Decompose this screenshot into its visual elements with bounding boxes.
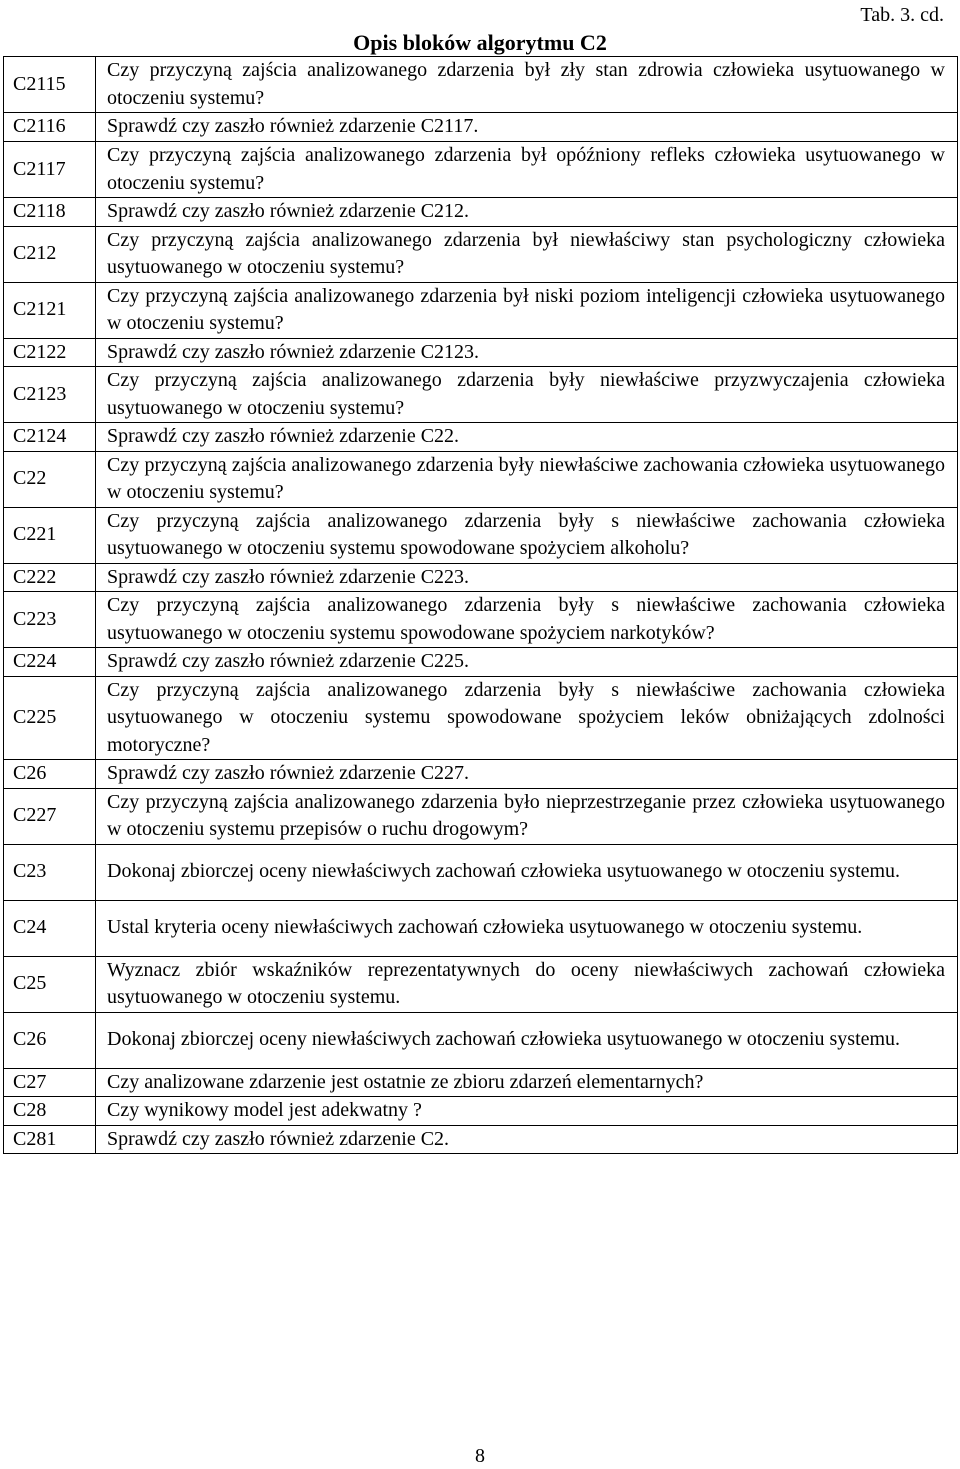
block-description: Sprawdź czy zaszło również zdarzenie C227.: [96, 760, 958, 789]
block-description: Czy przyczyną zajścia analizowanego zdarzenia był niski poziom inteligencji człowieka usytuowanego w otoczeniu systemu?: [96, 282, 958, 338]
table-title: Opis bloków algorytmu C2: [353, 30, 607, 55]
block-code: C2118: [4, 198, 96, 227]
block-code: C212: [4, 226, 96, 282]
block-description: Czy przyczyną zajścia analizowanego zdarzenia był niewłaściwy stan psychologiczny człowieka usytuowanego w otoczeniu systemu?: [96, 226, 958, 282]
table-row: [4, 113, 958, 142]
block-code: C227: [4, 788, 96, 844]
table-row: [4, 1097, 958, 1126]
block-description: Czy przyczyną zajścia analizowanego zdarzenia były s niewłaściwe zachowania człowieka usytuowanego w otoczeniu systemu spowodowane spożyciem alkoholu?: [96, 507, 958, 563]
table-row: [4, 338, 958, 367]
block-description: Wyznacz zbiór wskaźników reprezentatywnych do oceny niewłaściwych zachowań człowieka usytuowanego w otoczeniu systemu.: [96, 956, 958, 1012]
table-row: [4, 282, 958, 338]
table-row: [4, 1125, 958, 1154]
block-description: Czy wynikowy model jest adekwatny ?: [96, 1097, 958, 1126]
block-code: C22: [4, 451, 96, 507]
block-code: C221: [4, 507, 96, 563]
table-row: [4, 367, 958, 423]
block-code: C24: [4, 900, 96, 956]
block-description: Sprawdź czy zaszło również zdarzenie C2.: [96, 1125, 958, 1154]
block-code: C222: [4, 563, 96, 592]
block-code: C224: [4, 648, 96, 677]
table-row: [4, 760, 958, 789]
block-description: Czy przyczyną zajścia analizowanego zdarzenia były niewłaściwe zachowania człowieka usytuowanego w otoczeniu systemu?: [96, 451, 958, 507]
block-code: C2124: [4, 423, 96, 452]
table-row: [4, 676, 958, 760]
block-code: C2123: [4, 367, 96, 423]
table-row: [4, 198, 958, 227]
block-code: C28: [4, 1097, 96, 1126]
algorithm-blocks-table: [3, 56, 958, 1154]
table-row: [4, 507, 958, 563]
block-description: Sprawdź czy zaszło również zdarzenie C22.: [96, 423, 958, 452]
block-code: C2116: [4, 113, 96, 142]
block-description: Sprawdź czy zaszło również zdarzenie C2123.: [96, 338, 958, 367]
block-description: Sprawdź czy zaszło również zdarzenie C212.: [96, 198, 958, 227]
table-row: [4, 451, 958, 507]
table-row: [4, 423, 958, 452]
block-description: Czy analizowane zdarzenie jest ostatnie ze zbioru zdarzeń elementarnych?: [96, 1068, 958, 1097]
page-number: 8: [475, 1445, 485, 1467]
block-code: C2122: [4, 338, 96, 367]
block-description: Sprawdź czy zaszło również zdarzenie C223.: [96, 563, 958, 592]
table-row: [4, 592, 958, 648]
table-row: [4, 956, 958, 1012]
block-code: C225: [4, 676, 96, 760]
table-row: [4, 226, 958, 282]
block-code: C2115: [4, 57, 96, 113]
block-code: C281: [4, 1125, 96, 1154]
block-code: C2117: [4, 142, 96, 198]
table-row: [4, 648, 958, 677]
block-description: Czy przyczyną zajścia analizowanego zdarzenia był zły stan zdrowia człowieka usytuowanego w otoczeniu systemu?: [96, 57, 958, 113]
block-description: Czy przyczyną zajścia analizowanego zdarzenia były niewłaściwe przyzwyczajenia człowieka usytuowanego w otoczeniu systemu?: [96, 367, 958, 423]
block-code: C26: [4, 1012, 96, 1068]
block-code: C25: [4, 956, 96, 1012]
block-code: C223: [4, 592, 96, 648]
block-description: Ustal kryteria oceny niewłaściwych zachowań człowieka usytuowanego w otoczeniu systemu.: [96, 900, 958, 956]
table-row: [4, 844, 958, 900]
block-code: C27: [4, 1068, 96, 1097]
block-description: Sprawdź czy zaszło również zdarzenie C225.: [96, 648, 958, 677]
block-code: C2121: [4, 282, 96, 338]
table-row: [4, 563, 958, 592]
block-code: C23: [4, 844, 96, 900]
block-description: Czy przyczyną zajścia analizowanego zdarzenia były s niewłaściwe zachowania człowieka usytuowanego w otoczeniu systemu spowodowane spożyciem narkotyków?: [96, 592, 958, 648]
block-description: Czy przyczyną zajścia analizowanego zdarzenia był opóźniony refleks człowieka usytuowanego w otoczeniu systemu?: [96, 142, 958, 198]
table-row: [4, 788, 958, 844]
block-description: Sprawdź czy zaszło również zdarzenie C2117.: [96, 113, 958, 142]
block-description: Czy przyczyną zajścia analizowanego zdarzenia były s niewłaściwe zachowania człowieka usytuowanego w otoczeniu systemu spowodowane spożyciem leków obniżających zdolności motoryczne?: [96, 676, 958, 760]
table-row: [4, 57, 958, 113]
table-row: [4, 1012, 958, 1068]
table-row: [4, 142, 958, 198]
block-description: Dokonaj zbiorczej oceny niewłaściwych zachowań człowieka usytuowanego w otoczeniu systemu.: [96, 844, 958, 900]
table-row: [4, 900, 958, 956]
table-row: [4, 1068, 958, 1097]
block-code: C26: [4, 760, 96, 789]
block-description: Dokonaj zbiorczej oceny niewłaściwych zachowań człowieka usytuowanego w otoczeniu systemu.: [96, 1012, 958, 1068]
table-continuation-label: Tab. 3. cd.: [860, 4, 944, 26]
block-description: Czy przyczyną zajścia analizowanego zdarzenia było nieprzestrzeganie przez człowieka usytuowanego w otoczeniu systemu przepisów o ruchu drogowym?: [96, 788, 958, 844]
